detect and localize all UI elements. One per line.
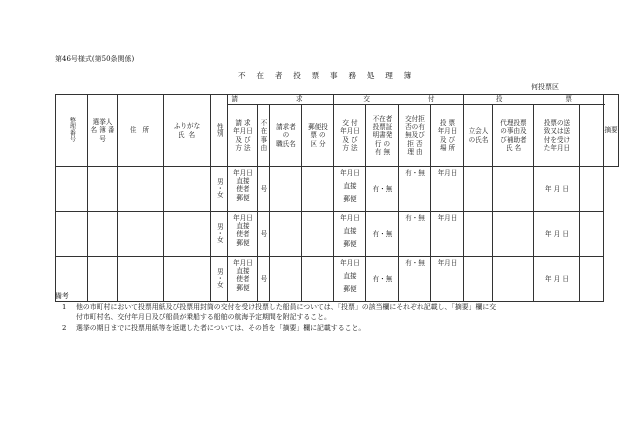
header-delivery-date: 投票の送 致又は送 付を受け た年月日: [534, 105, 580, 167]
header-seiri: 整理番号: [56, 95, 88, 167]
form-number: 第46号様式(第50条関係): [55, 55, 135, 63]
note-item: 1 他の市町村において投票用紙及び投票用封筒の交付を受け投票した船員については、「投票」の該当欄にそれぞれ記載し、「摘要」欄に交: [62, 302, 497, 311]
header-group-vote-2: 票: [534, 95, 604, 105]
refusal-flag-cell: 有・無: [399, 257, 431, 302]
notes-heading: 備考: [55, 292, 69, 300]
note-text-continued: 付市町村名、交付年月日及び船員が乗船する船舶の航海予定期間を附記すること。: [76, 313, 331, 322]
notes-section: [55, 291, 496, 334]
vote-date-cell: 年月日: [431, 167, 464, 212]
header-group-row: [56, 95, 619, 105]
request-method-cell: 年月日 直接 使者 郵便: [228, 212, 258, 257]
header-group-request: 請 求: [228, 95, 334, 105]
table-row: [56, 167, 619, 212]
reason-number-cell: 号: [258, 167, 270, 212]
certificate-flag-cell: 有・無: [366, 257, 399, 302]
delivery-date-cell: 年 月 日: [534, 257, 580, 302]
header-remarks: 摘要: [604, 95, 618, 167]
header-requester: 請求者 の 職氏名: [270, 105, 302, 167]
sex-cell: 男・女: [211, 257, 228, 302]
delivery-date-cell: 年 月 日: [534, 167, 580, 212]
processing-register-table: [55, 94, 619, 302]
note-text: 他の市町村において投票用紙及び投票用封筒の交付を受け投票した船員については、「投票」の該当欄にそれぞれ記載し、「摘要」欄に交: [76, 302, 497, 311]
header-witness: 立会人 の氏名: [464, 105, 493, 167]
sex-cell: 男・女: [211, 167, 228, 212]
table-row: [56, 212, 619, 257]
reason-number-cell: 号: [258, 212, 270, 257]
request-method-cell: 年月日 直接 使者 郵便: [228, 167, 258, 212]
header-senkyonin: 選挙人 名 簿 番 号: [88, 95, 118, 167]
header-absence-reason: 不 在 事 由: [258, 105, 270, 167]
header-issue-refusal: 交付拒 否の有 無及び 拒 否 理 由: [399, 105, 431, 167]
certificate-flag-cell: 有・無: [366, 212, 399, 257]
form-title: 不 在 者 投 票 事 務 処 理 簿: [238, 71, 416, 80]
issue-method-cell: 年月日 直接 郵便: [334, 257, 366, 302]
header-vote-date: 投 票 年月日 及 び 場 所: [431, 105, 464, 167]
delivery-date-cell: 年 月 日: [534, 212, 580, 257]
issue-method-cell: 年月日 直接 郵便: [334, 167, 366, 212]
vote-date-cell: 年月日: [431, 257, 464, 302]
header-proxy-vote: 代理投票 の事由及 び補助者 氏 名: [493, 105, 534, 167]
note-text: 選挙の期日までに投票用紙等を返還した者については、その旨を「摘要」欄に記載すること。: [76, 324, 366, 333]
header-issue-date: 交 付 年月日 及 び 方 法: [334, 105, 366, 167]
header-group-vote-1: 投: [464, 95, 534, 105]
header-furigana-name: ふりがな 氏 名: [164, 95, 211, 167]
certificate-flag-cell: 有・無: [366, 167, 399, 212]
header-address: 住 所: [118, 95, 164, 167]
reason-number-cell: 号: [258, 257, 270, 302]
refusal-flag-cell: 有・無: [399, 212, 431, 257]
header-group-issue-2: 付: [399, 95, 464, 105]
header-request-date: 請 求 年月日 及 び 方 法: [228, 105, 258, 167]
issue-method-cell: 年月日 直接 郵便: [334, 212, 366, 257]
header-certificate: 不在者 投票証 明書発 行 の 有 無: [366, 105, 399, 167]
header-group-issue-1: 交: [334, 95, 399, 105]
header-sex: 性別: [211, 95, 228, 167]
header-postal-vote: 郵便投 票 の 区 分: [302, 105, 334, 167]
vote-date-cell: 年月日: [431, 212, 464, 257]
refusal-flag-cell: 有・無: [399, 167, 431, 212]
request-method-cell: 年月日 直接 使者 郵便: [228, 257, 258, 302]
sex-cell: 男・女: [211, 212, 228, 257]
note-item: 2 選挙の期日までに投票用紙等を返還した者については、その旨を「摘要」欄に記載すること。: [62, 324, 366, 333]
district-label: 何投票区: [531, 83, 559, 91]
